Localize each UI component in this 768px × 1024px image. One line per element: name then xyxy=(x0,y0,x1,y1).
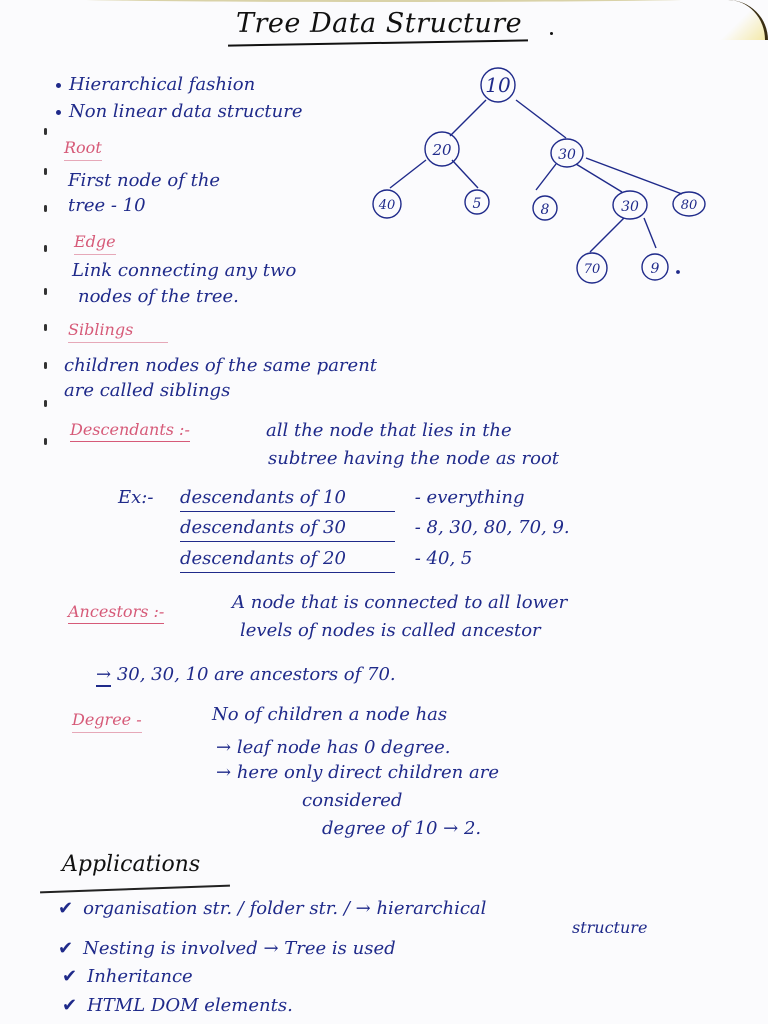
siblings-definition-line2: are called siblings xyxy=(64,380,231,401)
term-ancestors: Ancestors :- xyxy=(68,602,164,624)
edge-10-20 xyxy=(450,100,486,136)
application-text: organisation str. / folder str. / → hierarchical xyxy=(83,898,487,919)
application-text: Inheritance xyxy=(87,966,193,987)
tree-node-30 xyxy=(551,139,583,167)
arrow-icon: → xyxy=(216,737,232,758)
title-underline xyxy=(228,39,528,46)
svg-text:70: 70 xyxy=(583,262,601,277)
example-left: descendants of 30 xyxy=(180,517,395,542)
degree-point-1 xyxy=(216,737,450,758)
tree-node-40 xyxy=(373,190,401,218)
checkmark-icon: ✔ xyxy=(58,938,74,959)
intro-bullet-2 xyxy=(56,101,303,122)
ancestors-definition-line2: levels of nodes is called ancestor xyxy=(240,620,541,641)
checkmark-icon: ✔ xyxy=(58,898,74,919)
svg-text:5: 5 xyxy=(472,196,482,212)
bullet-icon xyxy=(56,83,61,88)
root-definition-line1: First node of the xyxy=(68,170,221,191)
degree-point-2-cont: considered xyxy=(302,790,403,811)
example-left: descendants of 10 xyxy=(180,487,395,512)
application-item-1 xyxy=(58,898,486,919)
svg-text:30: 30 xyxy=(621,199,639,215)
application-item-2 xyxy=(58,938,396,959)
edge-definition-line1: Link connecting any two xyxy=(72,260,297,281)
root-definition-line2: tree - 10 xyxy=(68,195,146,216)
descendants-example-2 xyxy=(180,517,570,542)
checkmark-icon: ✔ xyxy=(62,995,78,1016)
degree-definition: No of children a node has xyxy=(212,704,448,725)
ancestors-example xyxy=(96,664,396,685)
descendants-example-prefix: Ex:- xyxy=(118,487,154,508)
tree-node-70 xyxy=(577,253,607,283)
degree-point-text: leaf node has 0 degree. xyxy=(236,737,451,758)
svg-text:9: 9 xyxy=(650,261,660,277)
term-root: Root xyxy=(64,138,102,161)
descendants-definition-line2: subtree having the node as root xyxy=(268,448,560,469)
descendants-example-3 xyxy=(180,548,472,573)
title-period xyxy=(550,32,553,35)
tree-node-8 xyxy=(533,196,557,220)
tree-node-20 xyxy=(425,132,459,166)
term-descendants: Descendants :- xyxy=(70,420,190,442)
edge-30-8 xyxy=(536,164,556,190)
application-text: HTML DOM elements. xyxy=(87,995,293,1016)
application-item-4 xyxy=(62,995,293,1016)
tree-node-10 xyxy=(481,68,515,102)
degree-example: degree of 10 → 2. xyxy=(322,818,482,839)
intro-bullet-text: Hierarchical fashion xyxy=(69,74,256,95)
degree-point-text: here only direct children are xyxy=(236,762,499,783)
descendants-definition-text: all the node that lies in the xyxy=(266,420,512,441)
svg-text:10: 10 xyxy=(485,73,511,97)
applications-title: Applications xyxy=(62,852,201,877)
example-right: - 40, 5 xyxy=(414,548,473,569)
edge-30-70 xyxy=(590,218,624,252)
edge-20-5 xyxy=(452,160,478,188)
example-left: descendants of 20 xyxy=(180,548,395,573)
term-degree: Degree - xyxy=(72,710,142,733)
descendants-example-1 xyxy=(180,487,524,512)
arrow-icon: → xyxy=(216,762,232,783)
example-right: - everything xyxy=(414,487,525,508)
term-edge: Edge xyxy=(74,232,116,255)
tree-node-80 xyxy=(673,192,705,216)
svg-text:8: 8 xyxy=(540,202,550,218)
tree-node-5 xyxy=(465,190,489,214)
siblings-definition-line1: children nodes of the same parent xyxy=(64,355,378,376)
tree-node-9 xyxy=(642,254,668,280)
ancestors-definition-line1: A node that is connected to all lower xyxy=(232,592,568,613)
example-right: - 8, 30, 80, 70, 9. xyxy=(414,517,570,538)
edge-10-30 xyxy=(516,100,566,138)
application-item-3 xyxy=(62,966,193,987)
intro-bullet-text: Non linear data structure xyxy=(69,101,303,122)
edge-30-9 xyxy=(644,218,656,248)
arrow-icon: → xyxy=(96,664,112,685)
page-corner-curl xyxy=(705,0,768,40)
application-item-1-cont: structure xyxy=(572,918,648,937)
applications-underline xyxy=(40,885,230,893)
svg-text:20: 20 xyxy=(432,141,452,159)
descendants-definition-line1 xyxy=(266,420,512,441)
edge-30-80 xyxy=(586,158,682,194)
edge-20-40 xyxy=(390,160,426,188)
tree-node-30-child xyxy=(613,191,647,219)
degree-point-2 xyxy=(216,762,499,783)
tree-diagram xyxy=(360,60,740,290)
checkmark-icon: ✔ xyxy=(62,966,78,987)
bullet-icon xyxy=(56,110,61,115)
term-siblings: Siblings xyxy=(68,320,168,343)
svg-text:30: 30 xyxy=(558,147,576,163)
svg-text:80: 80 xyxy=(680,198,698,213)
page-title: Tree Data Structure xyxy=(236,8,523,39)
ancestors-example-text: 30, 30, 10 are ancestors of 70. xyxy=(116,664,396,685)
edge-definition-line2: nodes of the tree. xyxy=(78,286,239,307)
intro-bullet-1 xyxy=(56,74,255,95)
svg-text:40: 40 xyxy=(378,198,396,213)
application-text: Nesting is involved → Tree is used xyxy=(83,938,396,959)
page-top-edge xyxy=(40,0,728,2)
